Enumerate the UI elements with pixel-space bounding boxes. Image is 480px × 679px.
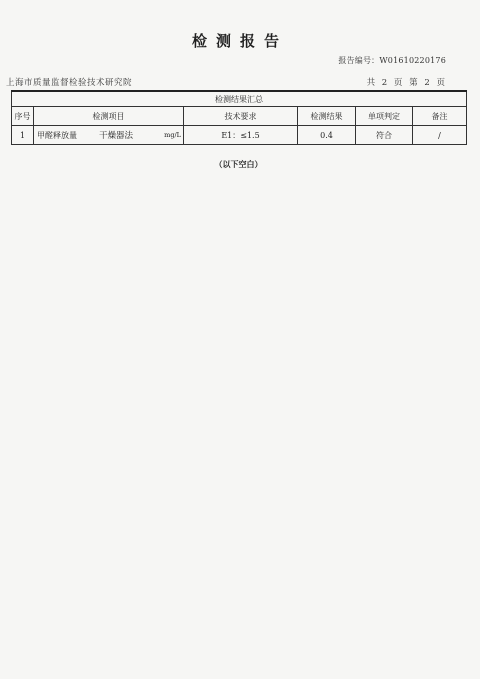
header-no: 序号	[12, 107, 34, 126]
page-word-2: 页	[436, 78, 445, 88]
table-row	[12, 126, 467, 145]
cell-requirement: E1：≤1.5	[184, 126, 298, 145]
institute-name: 上海市质量监督检验技术研究院	[6, 78, 133, 88]
cell-result: 0.4	[298, 126, 356, 145]
table-caption-row	[12, 91, 467, 107]
page-count	[366, 76, 446, 88]
cell-no: 1	[12, 126, 34, 145]
report-number: 报告编号：W01610220176	[338, 56, 446, 65]
cell-item	[34, 126, 184, 145]
header-remark: 备注	[413, 107, 467, 126]
report-title: 检测报告	[191, 32, 288, 50]
cell-remark: /	[413, 126, 467, 145]
header-requirement: 技术要求	[184, 107, 298, 126]
page-current: 2	[424, 78, 430, 88]
page-total: 2	[381, 78, 388, 88]
item-name: 甲醛释放量	[37, 130, 77, 140]
cell-verdict: 符合	[356, 126, 413, 145]
results-table	[11, 90, 467, 145]
table-caption: 检测结果汇总	[12, 91, 467, 107]
header-verdict: 单项判定	[356, 107, 413, 126]
table-header-row	[12, 107, 467, 126]
end-note: （以下空白）	[214, 159, 263, 169]
page-current-prefix: 第	[409, 78, 418, 88]
page-total-prefix: 共	[366, 78, 376, 88]
item-method: 干燥器法	[99, 131, 134, 141]
header-item: 检测项目	[34, 107, 184, 126]
header-result: 检测结果	[298, 107, 356, 126]
item-unit: mg/L	[164, 131, 181, 139]
page-word-1: 页	[393, 78, 403, 88]
